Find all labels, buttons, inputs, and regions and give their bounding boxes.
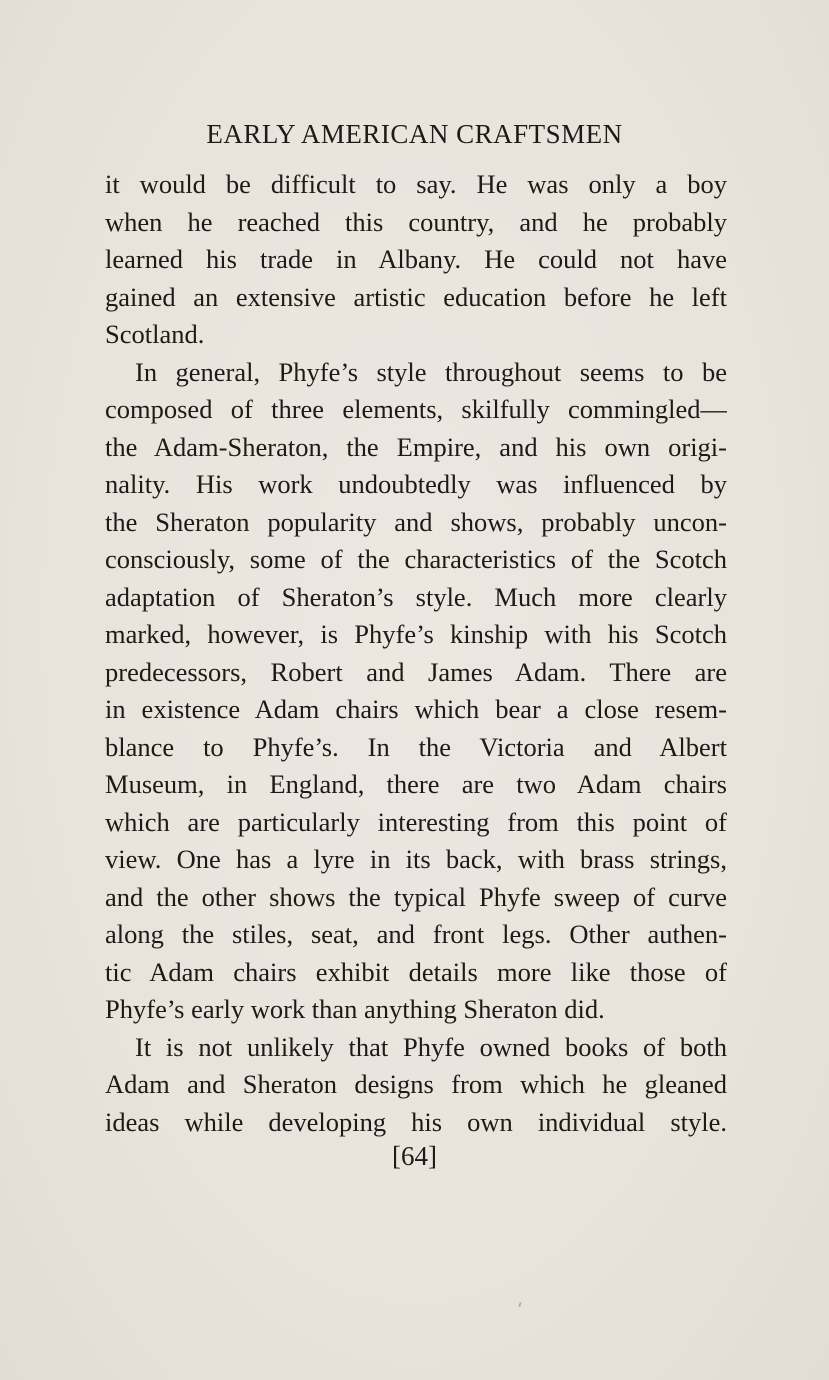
body-text <box>105 166 727 1141</box>
text-line: it would be difficult to say. He was only a boy <box>105 169 727 199</box>
text-line: Phyfe’s early work than anything Sheraton did. <box>105 994 605 1024</box>
text-line: predecessors, Robert and James Adam. There are <box>105 656 727 687</box>
text-line: ideas while developing his own individual style. <box>105 1106 727 1137</box>
running-head: EARLY AMERICAN CRAFTSMEN <box>206 119 623 149</box>
text-line: adaptation of Sheraton’s style. Much more clearly <box>105 581 727 612</box>
text-line: In general, Phyfe’s style throughout seems to be <box>135 356 727 387</box>
text-line: nality. His work undoubtedly was influenced by <box>105 469 727 499</box>
text-line: when he reached this country, and he probably <box>105 206 727 237</box>
text-line: blance to Phyfe’s. In the Victoria and Albert <box>105 731 727 762</box>
text-line: Scotland. <box>105 319 205 349</box>
text-line: in existence Adam chairs which bear a close resem- <box>105 694 727 724</box>
text-line: composed of three elements, skilfully commingled— <box>105 394 727 424</box>
page-number: [64] <box>392 1141 437 1171</box>
text-line: which are particularly interesting from this point of <box>105 806 727 837</box>
text-line: gained an extensive artistic education before he left <box>105 281 727 312</box>
text-line: marked, however, is Phyfe’s kinship with his Scotch <box>105 619 727 649</box>
text-line: It is not unlikely that Phyfe owned books of both <box>135 1031 727 1062</box>
text-line: the Sheraton popularity and shows, probably uncon- <box>105 506 727 537</box>
paper-speck <box>518 1302 522 1307</box>
text-line: Museum, in England, there are two Adam chairs <box>105 769 727 799</box>
text-line: Adam and Sheraton designs from which he gleaned <box>105 1069 727 1099</box>
text-line: tic Adam chairs exhibit details more like those of <box>105 956 727 987</box>
text-line: learned his trade in Albany. He could not have <box>105 244 727 274</box>
text-line: along the stiles, seat, and front legs. Other authen- <box>105 919 727 949</box>
text-line: the Adam-Sheraton, the Empire, and his own origi- <box>105 431 727 462</box>
text-line: and the other shows the typical Phyfe sweep of curve <box>105 881 727 912</box>
text-line: view. One has a lyre in its back, with brass strings, <box>105 844 727 874</box>
text-line: consciously, some of the characteristics of the Scotch <box>105 544 727 574</box>
